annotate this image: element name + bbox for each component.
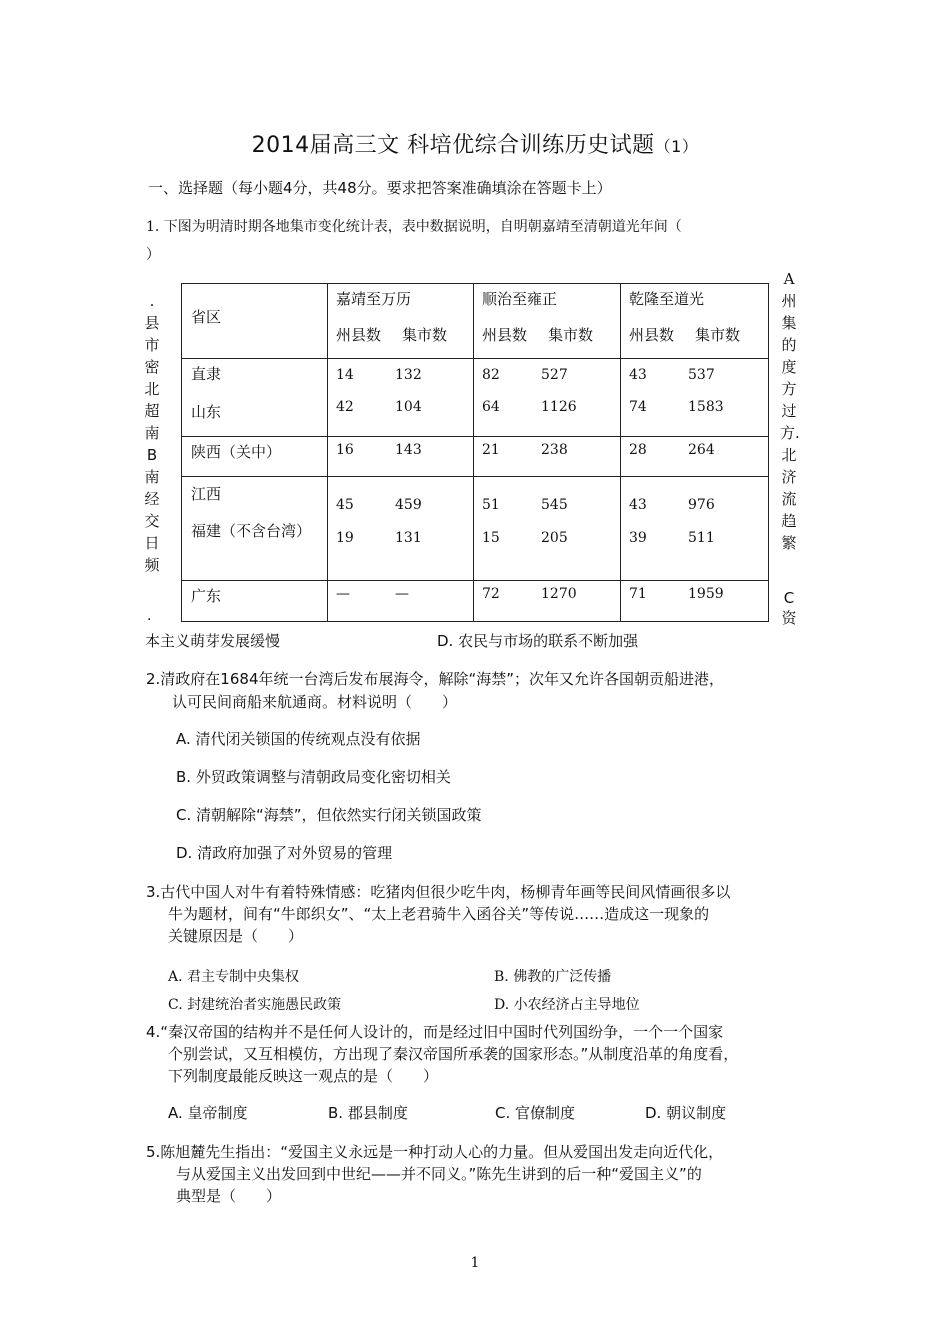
q2-option-d: D. 清政府加强了对外贸易的管理 bbox=[176, 844, 393, 862]
table-row: 直隶 山东 14 132 42 104 82 527 64 1126 43 537 74 1583 bbox=[182, 359, 769, 437]
q2-option-b: B. 外贸政策调整与清朝政局变化密切相关 bbox=[176, 768, 451, 786]
section-heading: 一、选择题（每小题4分，共48分。要求把答案准确填涂在答题卡上） bbox=[148, 179, 612, 197]
table-row: 江西 福建（不含台湾） 45 459 19 131 51 545 15 205 43 976 39 511 bbox=[182, 477, 769, 581]
q3-option-b: B. 佛教的广泛传播 bbox=[494, 969, 612, 985]
q2-option-a: A. 清代闭关锁国的传统观点没有依据 bbox=[176, 730, 421, 748]
page-title: 2014届高三文 科培优综合训练历史试题（1） bbox=[251, 133, 699, 158]
market-table bbox=[181, 283, 769, 622]
q4-stem-line3: 下列制度最能反映这一观点的是（ ） bbox=[168, 1067, 439, 1085]
table-header-period: 顺治至雍正 州县数 集市数 bbox=[474, 284, 621, 359]
q4-option-d: D. 朝议制度 bbox=[645, 1104, 727, 1122]
q3-option-d: D. 小农经济占主导地位 bbox=[494, 997, 640, 1013]
q4-option-b: B. 郡县制度 bbox=[328, 1104, 408, 1122]
q2-stem-line2: 认可民间商船来航通商。材料说明（ ） bbox=[172, 693, 458, 711]
q1-right-margin: A州集的度方过方.北济流趋繁 bbox=[780, 270, 800, 552]
q2-stem-line1: 2.清政府在1684年统一台湾后发布展海令，解除“海禁”；次年又允许各国朝贡船进港， bbox=[146, 670, 725, 688]
q5-stem-line3: 典型是（ ） bbox=[176, 1187, 282, 1205]
q1-left-margin: .县市密北超南B南经交日频 bbox=[144, 292, 160, 574]
table-header-period: 嘉靖至万历 州县数 集市数 bbox=[328, 284, 474, 359]
q3-stem-line2: 牛为题材，间有“牛郎织女”、“太上老君骑牛入函谷关”等传说……造成这一现象的 bbox=[168, 905, 710, 923]
q4-stem-line1: 4.“秦汉帝国的结构并不是任何人设计的，而是经过旧中国时代列国纷争，一个一个国家 bbox=[146, 1023, 724, 1041]
q3-option-a: A. 君主专制中央集权 bbox=[168, 969, 300, 985]
q2-option-c: C. 清朝解除“海禁”，但依然实行闭关锁国政策 bbox=[176, 806, 482, 824]
q1-stem-cont: ） bbox=[146, 247, 160, 263]
q3-option-c: C. 封建统治者实施愚民政策 bbox=[168, 997, 342, 1013]
q1-option-d: D. 农民与市场的联系不断加强 bbox=[437, 632, 639, 650]
page-number: 1 bbox=[470, 1255, 480, 1271]
q4-option-c: C. 官僚制度 bbox=[495, 1104, 576, 1122]
table-row: 陕西（关中） 16 143 21 238 28 264 bbox=[182, 437, 769, 477]
table-header-province: 省区 bbox=[182, 284, 328, 359]
q1-right-c: C资 bbox=[781, 589, 797, 627]
q3-stem-line3: 关键原因是（ ） bbox=[168, 927, 304, 945]
q1-left-dot: . bbox=[147, 608, 152, 624]
q3-stem-line1: 3.古代中国人对牛有着特殊情感：吃猪肉但很少吃牛肉，杨柳青年画等民间风情画很多以 bbox=[146, 883, 731, 901]
q5-stem-line2: 与从爱国主义出发回到中世纪——并不同义。”陈先生讲到的后一种“爱国主义”的 bbox=[176, 1165, 702, 1183]
table-header-period: 乾隆至道光 州县数 集市数 bbox=[621, 284, 769, 359]
q4-option-a: A. 皇帝制度 bbox=[168, 1104, 248, 1122]
q5-stem-line1: 5.陈旭麓先生指出：“爱国主义永远是一种打动人心的力量。但从爱国出发走向近代化， bbox=[146, 1143, 724, 1161]
q1-stem: 1. 下图为明清时期各地集市变化统计表，表中数据说明，自明朝嘉靖至清朝道光年间（ bbox=[146, 219, 682, 235]
q1-option-c-tail: 本主义萌芽发展缓慢 bbox=[145, 632, 281, 650]
table-row: 广东 — — 72 1270 71 1959 bbox=[182, 581, 769, 622]
q4-stem-line2: 个别尝试，又互相模仿，方出现了秦汉帝国所承袭的国家形态。”从制度沿革的角度看， bbox=[168, 1045, 739, 1063]
